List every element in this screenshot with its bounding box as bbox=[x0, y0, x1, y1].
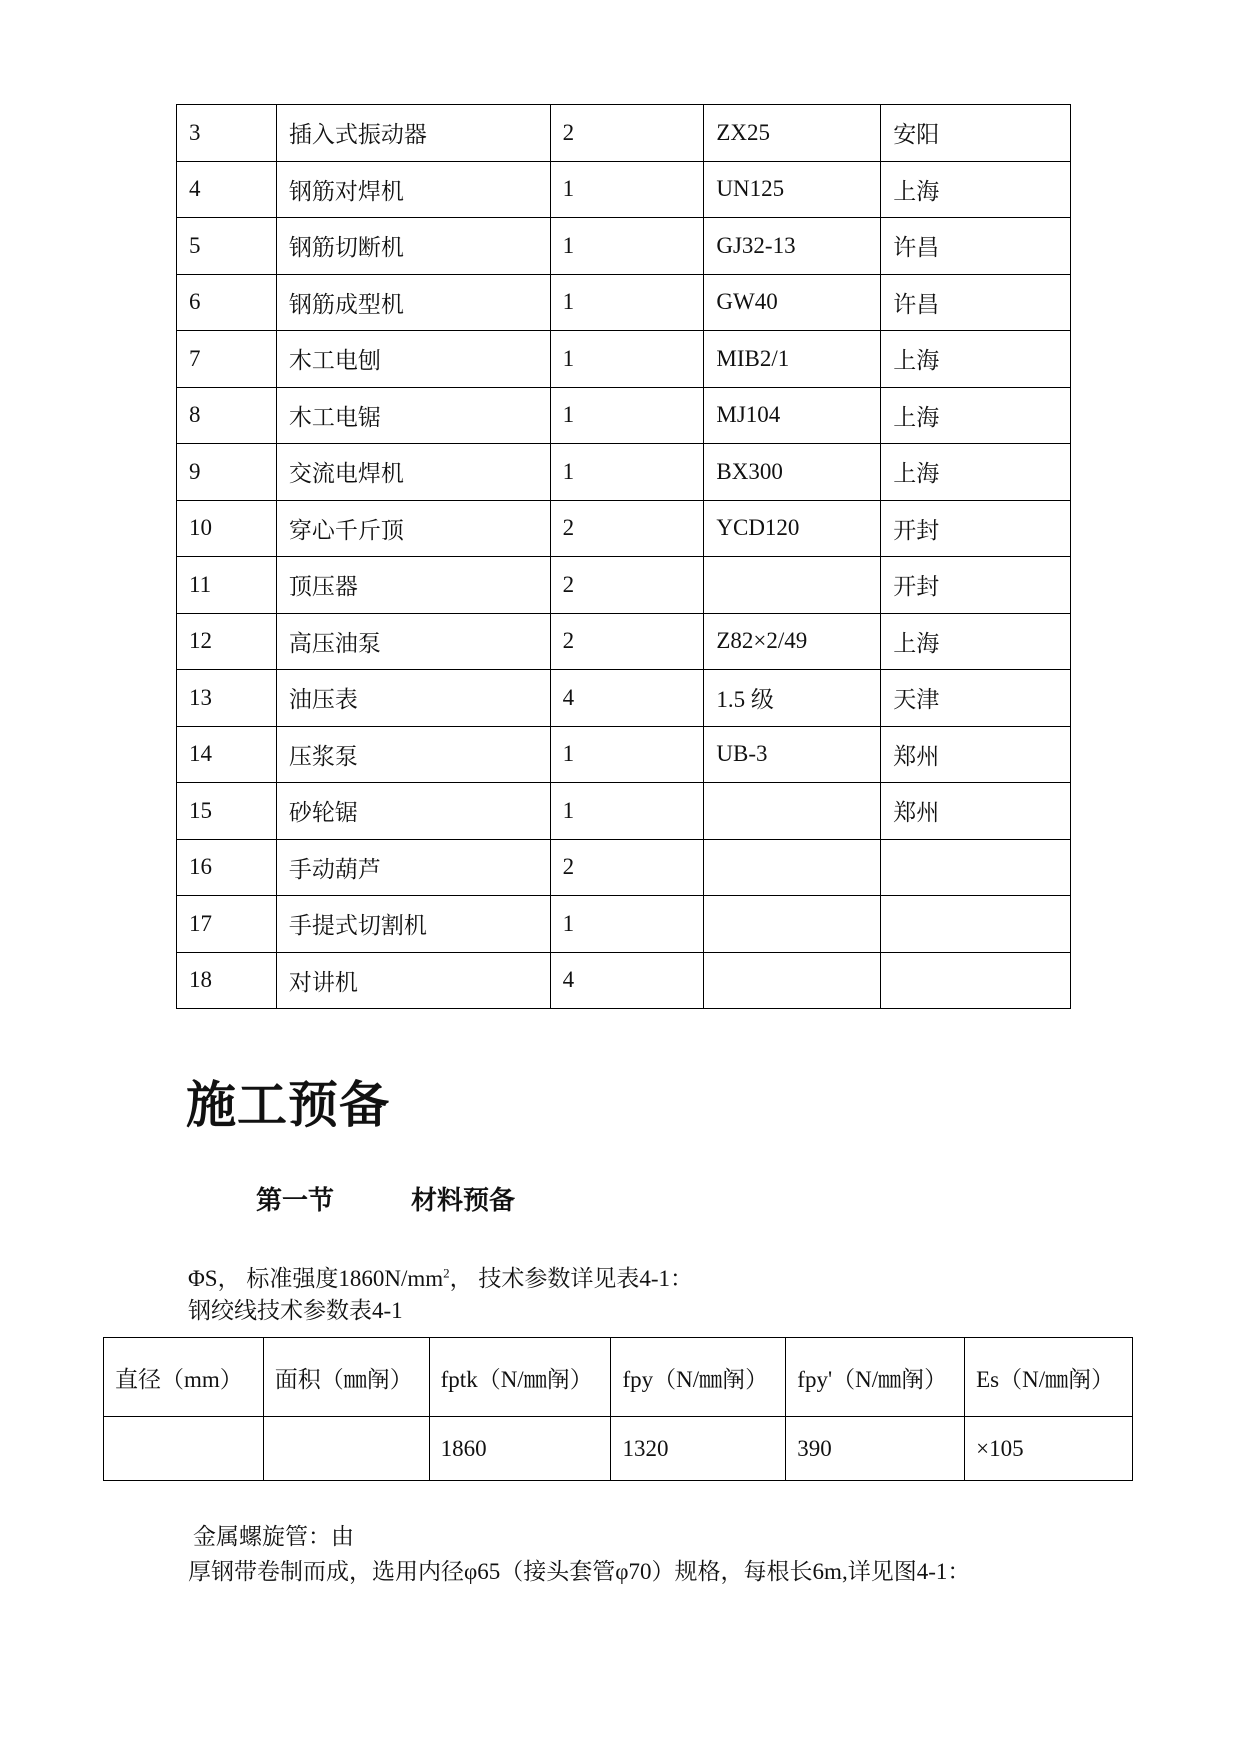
equipment-origin-cell bbox=[881, 952, 1071, 1009]
equipment-index-cell: 9 bbox=[177, 444, 277, 501]
equipment-quantity-cell: 1 bbox=[550, 726, 704, 783]
equipment-model-cell: UN125 bbox=[704, 161, 881, 218]
equipment-model-cell bbox=[704, 839, 881, 896]
equipment-index-cell: 7 bbox=[177, 331, 277, 388]
table-row bbox=[177, 444, 1071, 501]
subsection-title: 材料预备 bbox=[411, 1186, 516, 1216]
equipment-origin-cell: 开封 bbox=[881, 500, 1071, 557]
equipment-name-cell: 穿心千斤顶 bbox=[276, 500, 550, 557]
equipment-quantity-cell: 1 bbox=[550, 896, 704, 953]
equipment-table bbox=[176, 104, 1071, 1009]
equipment-name-cell: 顶压器 bbox=[276, 557, 550, 614]
equipment-origin-cell: 许昌 bbox=[881, 218, 1071, 275]
equipment-model-cell: MJ104 bbox=[704, 387, 881, 444]
table-row bbox=[177, 218, 1071, 275]
equipment-name-cell: 手动葫芦 bbox=[276, 839, 550, 896]
equipment-name-cell: 钢筋成型机 bbox=[276, 274, 550, 331]
strand-spec-text-after: ， 技术参数详见表4-1： bbox=[449, 1266, 694, 1291]
parameter-value-cell: 390 bbox=[786, 1417, 965, 1481]
equipment-quantity-cell: 1 bbox=[550, 161, 704, 218]
strand-spec-superscript: 2 bbox=[443, 1265, 450, 1281]
equipment-name-cell: 木工电刨 bbox=[276, 331, 550, 388]
table-row bbox=[177, 670, 1071, 727]
parameter-value-cell: ×105 bbox=[965, 1417, 1133, 1481]
equipment-index-cell: 14 bbox=[177, 726, 277, 783]
equipment-name-cell: 砂轮锯 bbox=[276, 783, 550, 840]
strand-spec-line bbox=[188, 1260, 693, 1293]
equipment-model-cell bbox=[704, 557, 881, 614]
equipment-origin-cell: 上海 bbox=[881, 387, 1071, 444]
equipment-origin-cell: 郑州 bbox=[881, 726, 1071, 783]
equipment-quantity-cell: 2 bbox=[550, 839, 704, 896]
equipment-quantity-cell: 1 bbox=[550, 274, 704, 331]
table-row bbox=[177, 387, 1071, 444]
equipment-model-cell bbox=[704, 952, 881, 1009]
parameter-header-row bbox=[104, 1338, 1133, 1417]
table-row bbox=[177, 161, 1071, 218]
equipment-name-cell: 对讲机 bbox=[276, 952, 550, 1009]
table-row bbox=[177, 783, 1071, 840]
equipment-origin-cell bbox=[881, 896, 1071, 953]
equipment-name-cell: 压浆泵 bbox=[276, 726, 550, 783]
equipment-origin-cell bbox=[881, 839, 1071, 896]
equipment-quantity-cell: 4 bbox=[550, 670, 704, 727]
equipment-table-body bbox=[177, 105, 1071, 1009]
equipment-model-cell: MIB2/1 bbox=[704, 331, 881, 388]
equipment-model-cell: GW40 bbox=[704, 274, 881, 331]
equipment-name-cell: 交流电焊机 bbox=[276, 444, 550, 501]
parameter-value-row bbox=[104, 1417, 1133, 1481]
equipment-index-cell: 3 bbox=[177, 105, 277, 162]
equipment-model-cell: BX300 bbox=[704, 444, 881, 501]
parameter-header-cell: 直径（mm） bbox=[104, 1338, 264, 1417]
equipment-quantity-cell: 2 bbox=[550, 557, 704, 614]
parameter-value-cell: 1320 bbox=[611, 1417, 786, 1481]
equipment-origin-cell: 天津 bbox=[881, 670, 1071, 727]
table-row bbox=[177, 952, 1071, 1009]
table-row bbox=[177, 896, 1071, 953]
parameter-value-cell bbox=[263, 1417, 429, 1481]
table-caption: 钢绞线技术参数表4-1 bbox=[188, 1298, 403, 1323]
equipment-model-cell: ZX25 bbox=[704, 105, 881, 162]
equipment-origin-cell: 上海 bbox=[881, 331, 1071, 388]
equipment-quantity-cell: 1 bbox=[550, 444, 704, 501]
equipment-quantity-cell: 4 bbox=[550, 952, 704, 1009]
equipment-name-cell: 钢筋对焊机 bbox=[276, 161, 550, 218]
equipment-index-cell: 10 bbox=[177, 500, 277, 557]
duct-line-1: 金属螺旋管：由 bbox=[193, 1524, 354, 1549]
parameter-header-cell: fpy'（N/㎜䦶） bbox=[786, 1338, 965, 1417]
table-row bbox=[177, 726, 1071, 783]
equipment-index-cell: 6 bbox=[177, 274, 277, 331]
equipment-quantity-cell: 1 bbox=[550, 218, 704, 275]
equipment-origin-cell: 开封 bbox=[881, 557, 1071, 614]
equipment-model-cell bbox=[704, 896, 881, 953]
equipment-quantity-cell: 1 bbox=[550, 387, 704, 444]
table-row bbox=[177, 613, 1071, 670]
table-row bbox=[177, 500, 1071, 557]
parameter-header-cell: fptk（N/㎜䦶） bbox=[429, 1338, 611, 1417]
subsection-number: 第一节 bbox=[256, 1186, 335, 1216]
equipment-index-cell: 5 bbox=[177, 218, 277, 275]
equipment-index-cell: 4 bbox=[177, 161, 277, 218]
parameter-header-cell: fpy（N/㎜䦶） bbox=[611, 1338, 786, 1417]
parameter-header-cell: Es（N/㎜䦶） bbox=[965, 1338, 1133, 1417]
equipment-index-cell: 15 bbox=[177, 783, 277, 840]
equipment-model-cell: GJ32-13 bbox=[704, 218, 881, 275]
equipment-quantity-cell: 2 bbox=[550, 613, 704, 670]
equipment-origin-cell: 上海 bbox=[881, 161, 1071, 218]
equipment-name-cell: 高压油泵 bbox=[276, 613, 550, 670]
equipment-index-cell: 11 bbox=[177, 557, 277, 614]
table-row bbox=[177, 274, 1071, 331]
equipment-model-cell: UB-3 bbox=[704, 726, 881, 783]
equipment-model-cell bbox=[704, 783, 881, 840]
equipment-origin-cell: 上海 bbox=[881, 444, 1071, 501]
table-row bbox=[177, 105, 1071, 162]
equipment-index-cell: 18 bbox=[177, 952, 277, 1009]
equipment-index-cell: 12 bbox=[177, 613, 277, 670]
strand-parameter-table bbox=[103, 1337, 1133, 1481]
equipment-index-cell: 8 bbox=[177, 387, 277, 444]
equipment-name-cell: 油压表 bbox=[276, 670, 550, 727]
section-title: 施工预备 bbox=[186, 1076, 390, 1134]
duct-line-2: 厚钢带卷制而成，选用内径φ65（接头套管φ70）规格，每根长6m,详见图4-1： bbox=[188, 1559, 971, 1584]
equipment-origin-cell: 上海 bbox=[881, 613, 1071, 670]
equipment-quantity-cell: 1 bbox=[550, 783, 704, 840]
equipment-name-cell: 手提式切割机 bbox=[276, 896, 550, 953]
equipment-quantity-cell: 2 bbox=[550, 105, 704, 162]
strand-spec-text: ΦS， 标准强度1860N/mm bbox=[188, 1266, 444, 1291]
equipment-origin-cell: 安阳 bbox=[881, 105, 1071, 162]
equipment-name-cell: 钢筋切断机 bbox=[276, 218, 550, 275]
equipment-origin-cell: 许昌 bbox=[881, 274, 1071, 331]
equipment-name-cell: 插入式振动器 bbox=[276, 105, 550, 162]
table-row bbox=[177, 557, 1071, 614]
parameter-value-cell bbox=[104, 1417, 264, 1481]
equipment-name-cell: 木工电锯 bbox=[276, 387, 550, 444]
equipment-index-cell: 13 bbox=[177, 670, 277, 727]
equipment-quantity-cell: 2 bbox=[550, 500, 704, 557]
equipment-model-cell: 1.5 级 bbox=[704, 670, 881, 727]
equipment-model-cell: Z82×2/49 bbox=[704, 613, 881, 670]
equipment-model-cell: YCD120 bbox=[704, 500, 881, 557]
parameter-value-cell: 1860 bbox=[429, 1417, 611, 1481]
equipment-index-cell: 17 bbox=[177, 896, 277, 953]
equipment-origin-cell: 郑州 bbox=[881, 783, 1071, 840]
table-row bbox=[177, 331, 1071, 388]
table-row bbox=[177, 839, 1071, 896]
equipment-quantity-cell: 1 bbox=[550, 331, 704, 388]
equipment-index-cell: 16 bbox=[177, 839, 277, 896]
parameter-header-cell: 面积（㎜䦶） bbox=[263, 1338, 429, 1417]
